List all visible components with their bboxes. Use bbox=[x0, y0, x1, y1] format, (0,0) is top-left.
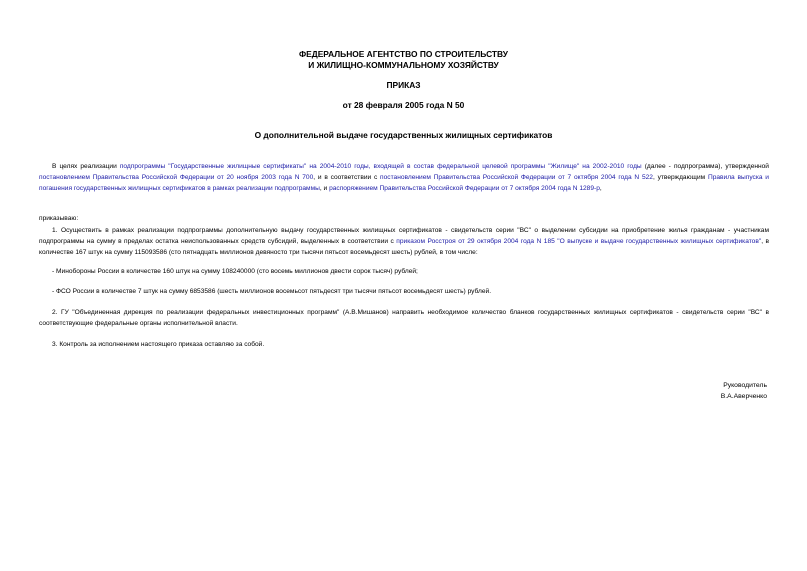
paragraph-fso: - ФСО России в количестве 7 штук на сумму 6853586 (шесть миллионов восемьсот пятьдесят три тысячи пятьсот восемьдесят шесть) рублей. bbox=[52, 288, 492, 295]
preamble-text-2: (далее - подпрограмма), утвержденной bbox=[641, 163, 769, 170]
preamble-text-4: , утверждающим bbox=[652, 174, 708, 181]
link-resolution-700[interactable]: постановлением Правительства Российской Федерации от 20 ноября 2003 года N 700 bbox=[39, 174, 314, 181]
document-subject: О дополнительной выдаче государственных жилищных сертификатов bbox=[254, 130, 553, 140]
agency-name-line2: И ЖИЛИЩНО-КОММУНАЛЬНОМУ ХОЗЯЙСТВУ bbox=[308, 60, 499, 70]
preamble-text-3: , и в соответствии с bbox=[313, 174, 381, 181]
signature-position: Руководитель bbox=[723, 382, 767, 389]
link-order-1289[interactable]: распоряжением Правительства Российской Федерации от 7 октября 2004 года N 1289-р bbox=[329, 185, 600, 192]
preamble-text-5: , и bbox=[319, 185, 330, 192]
link-rules[interactable]: Правила выпуска и погашения государственных жилищных сертификатов в рамках реализации подпрограммы bbox=[39, 174, 769, 192]
preamble-text-6: , bbox=[599, 185, 602, 192]
link-rosstroy-order-185[interactable]: приказом Росстроя от 29 октября 2004 года N 185 "О выпуске и выдаче государственных жилищных сертификатов" bbox=[396, 238, 762, 245]
link-subprogram[interactable]: подпрограммы "Государственные жилищные сертификаты" на 2004-2010 годы, входящей в состав федеральной целевой программы "Жилище" на 2002-2010 годы bbox=[119, 163, 642, 170]
signature-name: В.А.Аверченко bbox=[720, 393, 767, 400]
item1-text-2: , в количестве 167 штук на сумму 115093586 (сто пятнадцать миллионов девяносто три тысячи пятьсот восемьдесят шесть) рублей, в том числе: bbox=[39, 238, 769, 256]
paragraph-mod: - Минобороны России в количестве 160 штук на сумму 108240000 (сто восемь миллионов двести сорок тысяч) рублей; bbox=[52, 268, 418, 275]
paragraph-item-1 bbox=[39, 225, 769, 258]
paragraph-preamble bbox=[39, 161, 769, 194]
paragraph-item-2: 2. ГУ "Объединенная дирекция по реализации федеральных инвестиционных программ" (А.В.Мишанов) направить необходимое количество бланков государственных жилищных сертификатов - свидетельств серии "ВС" в соответствующие федеральные органы исполнительной власти. bbox=[39, 309, 769, 327]
item1-text-1: 1. Осуществить в рамках реализации подпрограммы дополнительную выдачу государственных жилищных сертификатов - свидетельств серии "ВС" о выделении субсидии на приобретение жилья гражданам - участникам подпрограммы на сумму в пределах остатка неиспользованных средств субсидий, выделенных в соответствии с bbox=[39, 227, 769, 245]
agency-name-line1: ФЕДЕРАЛЬНОЕ АГЕНТСТВО ПО СТРОИТЕЛЬСТВУ bbox=[299, 49, 508, 59]
document-type: ПРИКАЗ bbox=[386, 80, 421, 90]
order-word: приказываю: bbox=[39, 215, 79, 222]
paragraph-item-3: 3. Контроль за исполнением настоящего приказа оставляю за собой. bbox=[52, 341, 265, 348]
document-date: от 28 февраля 2005 года N 50 bbox=[342, 100, 465, 110]
preamble-text-1: В целях реализации bbox=[52, 163, 120, 170]
link-resolution-522[interactable]: постановлением Правительства Российской Федерации от 7 октября 2004 года N 522 bbox=[380, 174, 653, 181]
